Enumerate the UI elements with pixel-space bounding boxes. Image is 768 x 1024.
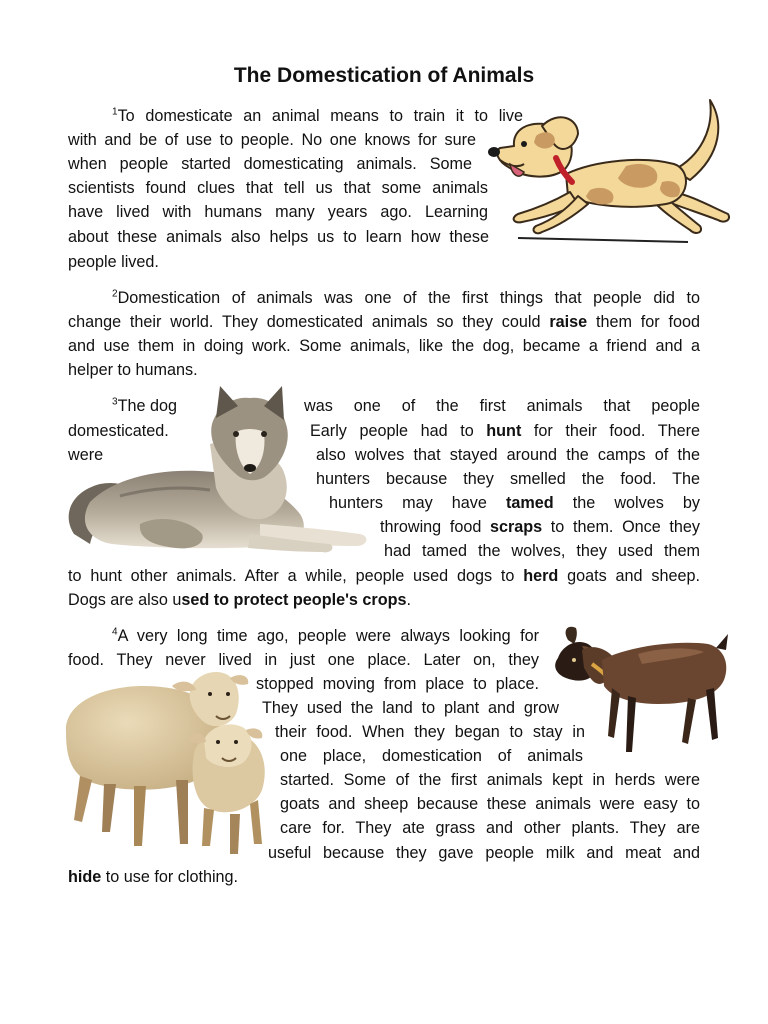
p1-line-6: about these animals also helps us to learn how these (68, 228, 489, 246)
p1-line-4: scientists found clues that tell us that some animals (68, 179, 488, 197)
p2-line-4: helper to humans. (68, 361, 198, 379)
p4-line-4: They used the land to plant and grow (262, 699, 559, 717)
p3-line-2a: domesticated. (68, 422, 169, 440)
p3-line-8: to hunt other animals. After a while, people used dogs to herd goats and sheep. (68, 567, 700, 585)
p3-line-1a: $^3$The dog (112, 396, 177, 415)
p4-line-11: hide to use for clothing. (68, 868, 239, 886)
p3-line-1b: was one of the first animals that people (304, 397, 700, 415)
p1-line-3: when people started domesticating animals. Some (68, 155, 472, 173)
wolf-illustration (60, 384, 372, 556)
sheep-illustration (54, 668, 274, 858)
p4-line-3: stopped moving from place to place. (256, 675, 539, 693)
p4-line-7: started. Some of the first animals kept in herds were (280, 771, 700, 789)
p1-line-2: with and be of use to people. No one knows for sure (68, 131, 476, 149)
p4-line-8: goats and sheep because these animals were easy to (280, 795, 700, 813)
goat-illustration (548, 624, 732, 760)
dog-illustration (478, 96, 738, 248)
p3-line-5: hunters may have tamed the wolves by (329, 494, 700, 512)
p4-line-6: one place, domestication of animals (280, 747, 583, 765)
p4-line-1: $^4$A very long time ago, people were always looking for (112, 626, 539, 645)
p1-line-5: have lived with humans many years ago. Learning (68, 203, 488, 221)
p4-line-9: care for. They ate grass and other plants. They are (280, 819, 700, 837)
p3-line-6: throwing food scraps to them. Once they (380, 518, 700, 536)
p2-line-3: and use them in doing work. Some animals, like the dog, became a friend and a (68, 337, 700, 355)
p2-line-1: $^2$Domestication of animals was one of the first things that people did to (112, 288, 700, 307)
p2-line-2: change their world. They domesticated animals so they could raise them for food (68, 313, 700, 331)
p3-line-3b: also wolves that stayed around the camps of the (316, 446, 700, 464)
p4-line-5: their food. When they began to stay in (275, 723, 585, 741)
p1-line-1: $^1$To domesticate an animal means to train it to live (112, 106, 523, 125)
p3-line-3a: were (68, 446, 104, 464)
p3-line-2b: Early people had to hunt for their food. There (310, 422, 700, 440)
p3-line-7: had tamed the wolves, they used them (384, 542, 700, 560)
p1-line-7: people lived. (68, 253, 159, 271)
p4-line-2: food. They never lived in just one place. Later on, they (68, 651, 539, 669)
p4-line-10: useful because they gave people milk and meat and (268, 844, 700, 862)
page-title: The Domestication of Animals (233, 64, 535, 87)
p3-line-9: Dogs are also used to protect people's crops. (68, 591, 412, 609)
p3-line-4: hunters because they smelled the food. The (316, 470, 700, 488)
